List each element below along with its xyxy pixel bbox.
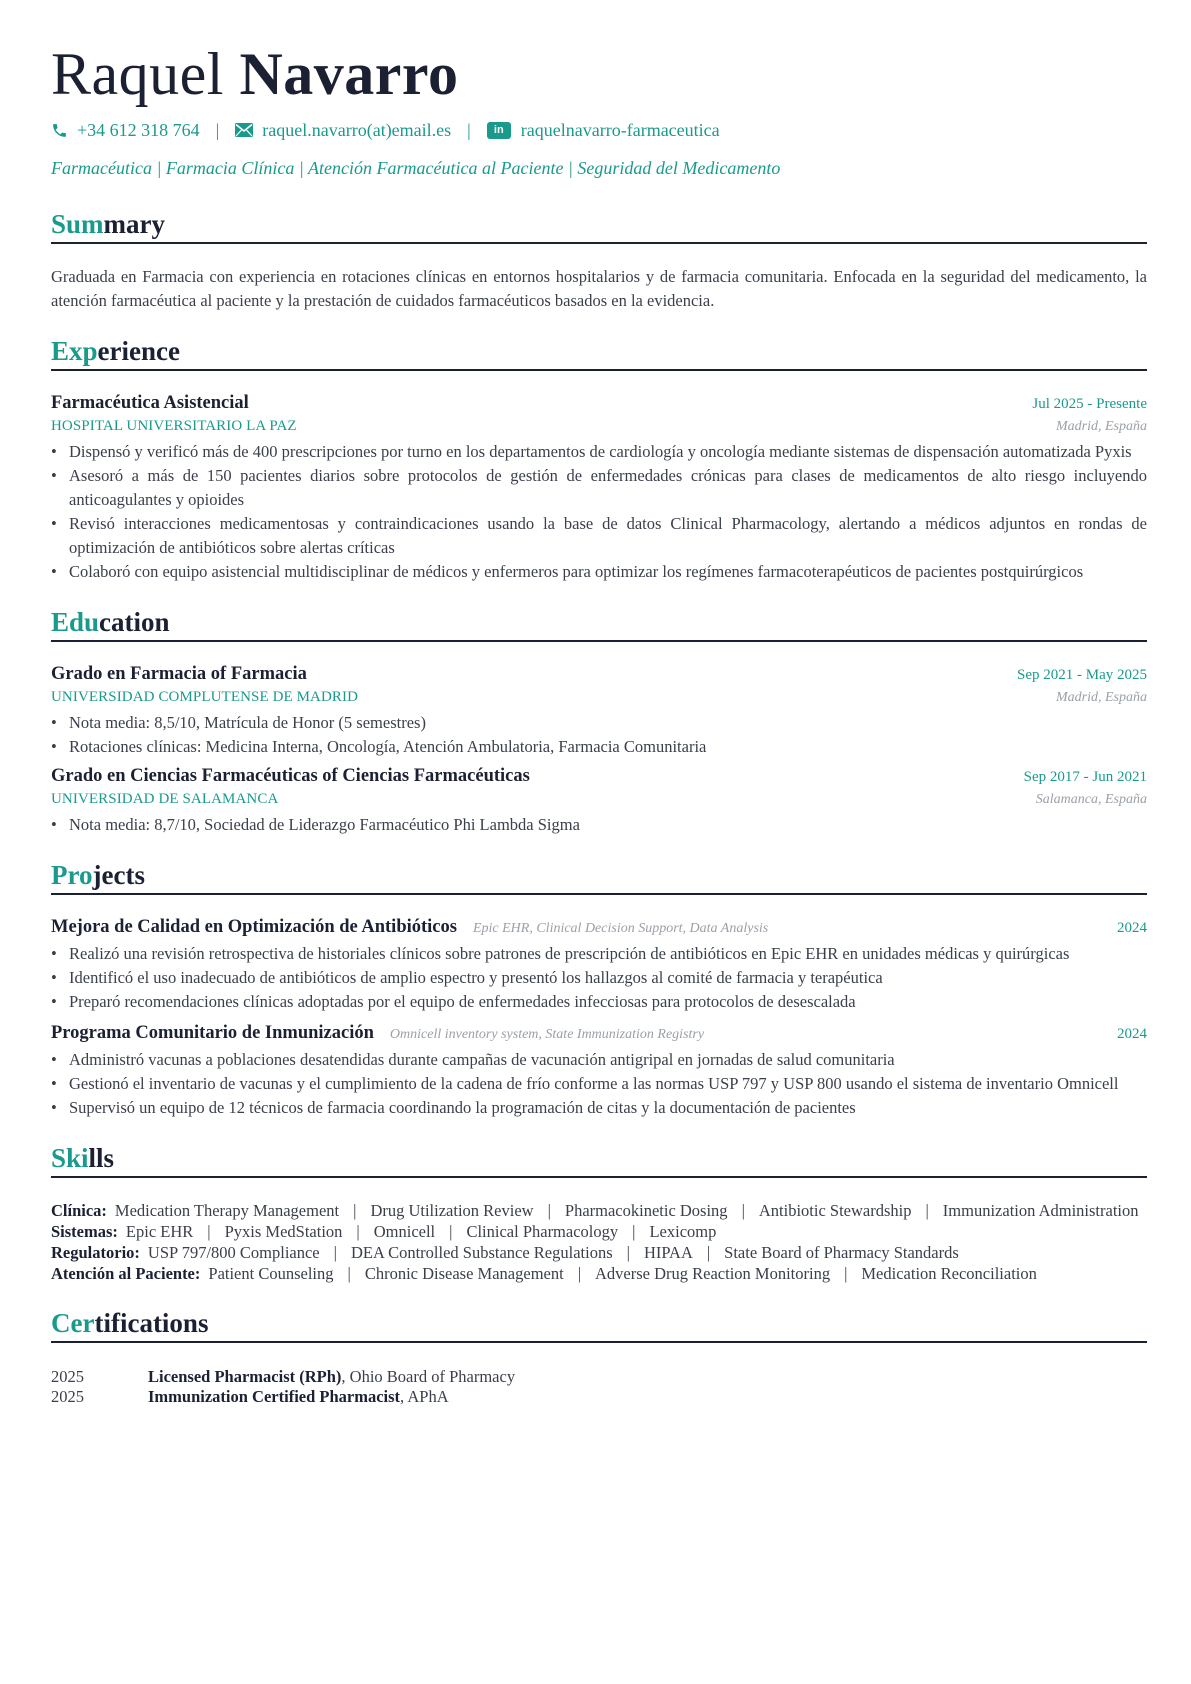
degree-date: Sep 2017 - Jun 2021 bbox=[1023, 769, 1147, 785]
degree-title: Grado en Farmacia of Farmacia bbox=[51, 664, 307, 684]
institution-location: Salamanca, España bbox=[1035, 792, 1147, 807]
skill-item: Medication Reconciliation bbox=[861, 1264, 1037, 1283]
project-name: Programa Comunitario de Inmunización bbox=[51, 1023, 374, 1043]
degree-bullets bbox=[51, 711, 1147, 759]
education-entry bbox=[51, 662, 1147, 759]
skills-list bbox=[51, 1200, 1147, 1284]
institution-location: Madrid, España bbox=[1056, 690, 1147, 705]
skill-category: Regulatorio: bbox=[51, 1243, 140, 1262]
skill-item: Antibiotic Stewardship bbox=[758, 1201, 912, 1220]
tagline: Farmacéutica | Farmacia Clínica | Atención Farmacéutica al Paciente | Seguridad del Medicamento bbox=[51, 158, 781, 178]
skill-item: Chronic Disease Management bbox=[364, 1264, 564, 1283]
skill-item: Adverse Drug Reaction Monitoring bbox=[595, 1264, 831, 1283]
envelope-icon bbox=[235, 123, 253, 137]
contact-separator: | bbox=[467, 120, 471, 140]
section-title-experience bbox=[51, 334, 1147, 371]
skill-separator: | bbox=[706, 1243, 711, 1262]
certification-year: 2025 bbox=[51, 1387, 84, 1406]
job-date: Jul 2025 - Presente bbox=[1032, 396, 1147, 412]
section-title-rest: tifications bbox=[94, 1308, 209, 1338]
certification-row bbox=[51, 1367, 1147, 1387]
job-bullets bbox=[51, 440, 1147, 584]
certifications-list bbox=[51, 1367, 1147, 1407]
skill-separator: | bbox=[356, 1222, 360, 1241]
skill-separator: | bbox=[449, 1222, 453, 1241]
certifications-section bbox=[51, 1306, 1147, 1407]
list-item: • Dispensó y verificó más de 400 prescripciones por turno en los departamentos de cardiología y oncología mediante sistemas de dispensación automatizada Pyxis bbox=[51, 440, 1147, 464]
section-title-rest: mary bbox=[103, 209, 166, 239]
skill-item: State Board of Pharmacy Standards bbox=[724, 1243, 959, 1262]
section-title-skills bbox=[51, 1141, 1147, 1178]
project-title bbox=[51, 1021, 704, 1047]
phone-link[interactable]: +34 612 318 764 bbox=[77, 120, 200, 140]
section-title-accent: Ski bbox=[51, 1143, 89, 1173]
list-item: • Identificó el uso inadecuado de antibióticos de amplio espectro y presentó los hallazgos al comité de farmacia y terapéutica bbox=[51, 966, 1147, 990]
skill-item: Immunization Administration bbox=[942, 1201, 1139, 1220]
skill-separator: | bbox=[632, 1222, 636, 1241]
skill-item: Lexicomp bbox=[649, 1222, 717, 1241]
section-title-accent: Cer bbox=[51, 1308, 95, 1338]
last-name: Navarro bbox=[239, 41, 459, 107]
project-tech: Omnicell inventory system, State Immunization Registry bbox=[389, 1027, 705, 1042]
skill-separator: | bbox=[347, 1264, 351, 1283]
section-title-accent: Exp bbox=[51, 336, 98, 366]
certification-issuer: , Ohio Board of Pharmacy bbox=[341, 1367, 516, 1386]
section-title-projects bbox=[51, 858, 1147, 895]
education-section bbox=[51, 605, 1147, 837]
list-item: • Asesoró a más de 150 pacientes diarios sobre protocolos de gestión de enfermedades crónicas para clases de medicamentos de alto riesgo incluyendo anticoagulantes y opioides bbox=[51, 464, 1147, 512]
project-entry bbox=[51, 1021, 1147, 1120]
project-bullets bbox=[51, 1048, 1147, 1120]
phone-icon bbox=[51, 122, 68, 139]
skill-separator: | bbox=[626, 1243, 630, 1262]
section-title-rest: erience bbox=[97, 336, 180, 366]
skill-row bbox=[51, 1242, 1147, 1263]
certification-row bbox=[51, 1387, 1147, 1407]
section-title-rest: cation bbox=[99, 607, 170, 637]
list-item: • Supervisó un equipo de 12 técnicos de farmacia coordinando la programación de citas y la documentación de pacientes bbox=[51, 1096, 1147, 1120]
project-bullets bbox=[51, 942, 1147, 1014]
skill-separator: | bbox=[547, 1201, 551, 1220]
projects-section bbox=[51, 858, 1147, 1120]
project-name: Mejora de Calidad en Optimización de Antibióticos bbox=[51, 917, 457, 937]
contact-bar bbox=[51, 118, 1147, 142]
skill-item: Patient Counseling bbox=[208, 1264, 334, 1283]
skill-separator: | bbox=[333, 1243, 337, 1262]
list-item: • Colaboró con equipo asistencial multidisciplinar de médicos y enfermeros para optimizar los regímenes farmacoterapéuticos de pacientes postquirúrgicos bbox=[51, 560, 1147, 584]
project-title bbox=[51, 915, 768, 941]
section-title-accent: Sum bbox=[51, 209, 104, 239]
skill-row bbox=[51, 1221, 1147, 1242]
skill-item: Clinical Pharmacology bbox=[466, 1222, 619, 1241]
certification-issuer: , APhA bbox=[400, 1387, 449, 1406]
project-date: 2024 bbox=[1117, 1026, 1147, 1042]
employer: HOSPITAL UNIVERSITARIO LA PAZ bbox=[51, 418, 297, 434]
list-item: • Preparó recomendaciones clínicas adoptadas por el equipo de enfermedades infecciosas para protocolos de desescalada bbox=[51, 990, 1147, 1014]
list-item: • Nota media: 8,7/10, Sociedad de Liderazgo Farmacéutico Phi Lambda Sigma bbox=[51, 813, 1147, 837]
candidate-name bbox=[51, 38, 1147, 110]
skill-separator: | bbox=[925, 1201, 929, 1220]
degree-title: Grado en Ciencias Farmacéuticas of Ciencias Farmacéuticas bbox=[51, 766, 530, 786]
skill-separator: | bbox=[207, 1222, 211, 1241]
section-title-education bbox=[51, 605, 1147, 642]
certification-name: Licensed Pharmacist (RPh) bbox=[148, 1367, 342, 1386]
section-title-certifications bbox=[51, 1306, 1147, 1343]
institution: UNIVERSIDAD DE SALAMANCA bbox=[51, 791, 279, 807]
certification-year: 2025 bbox=[51, 1367, 84, 1386]
skill-item: Epic EHR bbox=[125, 1222, 194, 1241]
degree-bullets bbox=[51, 813, 1147, 837]
skill-separator: | bbox=[741, 1201, 745, 1220]
skill-item: Drug Utilization Review bbox=[370, 1201, 534, 1220]
job-location: Madrid, España bbox=[1056, 419, 1147, 434]
list-item: • Rotaciones clínicas: Medicina Interna, Oncología, Atención Ambulatoria, Farmacia Comunitaria bbox=[51, 735, 1147, 759]
skill-item: USP 797/800 Compliance bbox=[147, 1243, 320, 1262]
certification-name: Immunization Certified Pharmacist bbox=[148, 1387, 401, 1406]
education-entry bbox=[51, 764, 1147, 837]
project-tech: Epic EHR, Clinical Decision Support, Data Analysis bbox=[472, 921, 769, 936]
section-title-accent: Edu bbox=[51, 607, 100, 637]
skill-category: Sistemas: bbox=[51, 1222, 118, 1241]
skill-separator: | bbox=[353, 1201, 357, 1220]
skill-separator: | bbox=[577, 1264, 581, 1283]
degree-date: Sep 2021 - May 2025 bbox=[1017, 667, 1147, 683]
list-item: • Administró vacunas a poblaciones desatendidas durante campañas de vacunación antigripal en jornadas de salud comunitaria bbox=[51, 1048, 1147, 1072]
section-title-rest: lls bbox=[88, 1143, 115, 1173]
skill-item: DEA Controlled Substance Regulations bbox=[350, 1243, 613, 1262]
list-item: • Revisó interacciones medicamentosas y contraindicaciones usando la base de datos Clinical Pharmacology, alertando a médicos adjuntos en rondas de optimización de antibióticos sobre alertas críticas bbox=[51, 512, 1147, 560]
skill-item: Pharmacokinetic Dosing bbox=[564, 1201, 728, 1220]
linkedin-link[interactable]: raquelnavarro-farmaceutica bbox=[520, 120, 720, 140]
first-name: Raquel bbox=[51, 41, 224, 107]
project-date: 2024 bbox=[1117, 920, 1147, 936]
list-item: • Realizó una revisión retrospectiva de historiales clínicos sobre patrones de prescripción de antibióticos en Epic EHR en unidades médicas y quirúrgicas bbox=[51, 942, 1147, 966]
resume-page bbox=[51, 38, 1147, 1407]
skill-row bbox=[51, 1263, 1147, 1284]
job-title: Farmacéutica Asistencial bbox=[51, 393, 249, 413]
section-title-summary bbox=[51, 207, 1147, 244]
contact-separator: | bbox=[215, 120, 220, 140]
section-title-accent: Pro bbox=[51, 860, 93, 890]
skill-separator: | bbox=[844, 1264, 848, 1283]
linkedin-icon: in bbox=[487, 122, 511, 139]
skills-section bbox=[51, 1141, 1147, 1284]
skill-item: Omnicell bbox=[373, 1222, 436, 1241]
skill-row bbox=[51, 1200, 1147, 1221]
summary-section bbox=[51, 207, 1147, 313]
institution: UNIVERSIDAD COMPLUTENSE DE MADRID bbox=[51, 689, 359, 705]
skill-item: Medication Therapy Management bbox=[114, 1201, 340, 1220]
project-entry bbox=[51, 915, 1147, 1014]
skill-category: Atención al Paciente: bbox=[51, 1264, 201, 1283]
skill-category: Clínica: bbox=[51, 1201, 107, 1220]
list-item: • Nota media: 8,5/10, Matrícula de Honor (5 semestres) bbox=[51, 711, 1147, 735]
experience-section bbox=[51, 334, 1147, 584]
experience-entry bbox=[51, 391, 1147, 584]
summary-text: Graduada en Farmacia con experiencia en rotaciones clínicas en entornos hospitalarios y de farmacia comunitaria. Enfocada en la seguridad del medicamento, la atención farmacéutica al paciente y la prestación de cuidados farmacéuticos basados en la evidencia. bbox=[51, 267, 1147, 310]
skill-item: HIPAA bbox=[643, 1243, 693, 1262]
skill-item: Pyxis MedStation bbox=[224, 1222, 343, 1241]
section-title-rest: jects bbox=[92, 860, 145, 890]
list-item: • Gestionó el inventario de vacunas y el cumplimiento de la cadena de frío conforme a las normas USP 797 y USP 800 usando el sistema de inventario Omnicell bbox=[51, 1072, 1147, 1096]
email-link[interactable]: raquel.navarro(at)email.es bbox=[262, 120, 452, 140]
